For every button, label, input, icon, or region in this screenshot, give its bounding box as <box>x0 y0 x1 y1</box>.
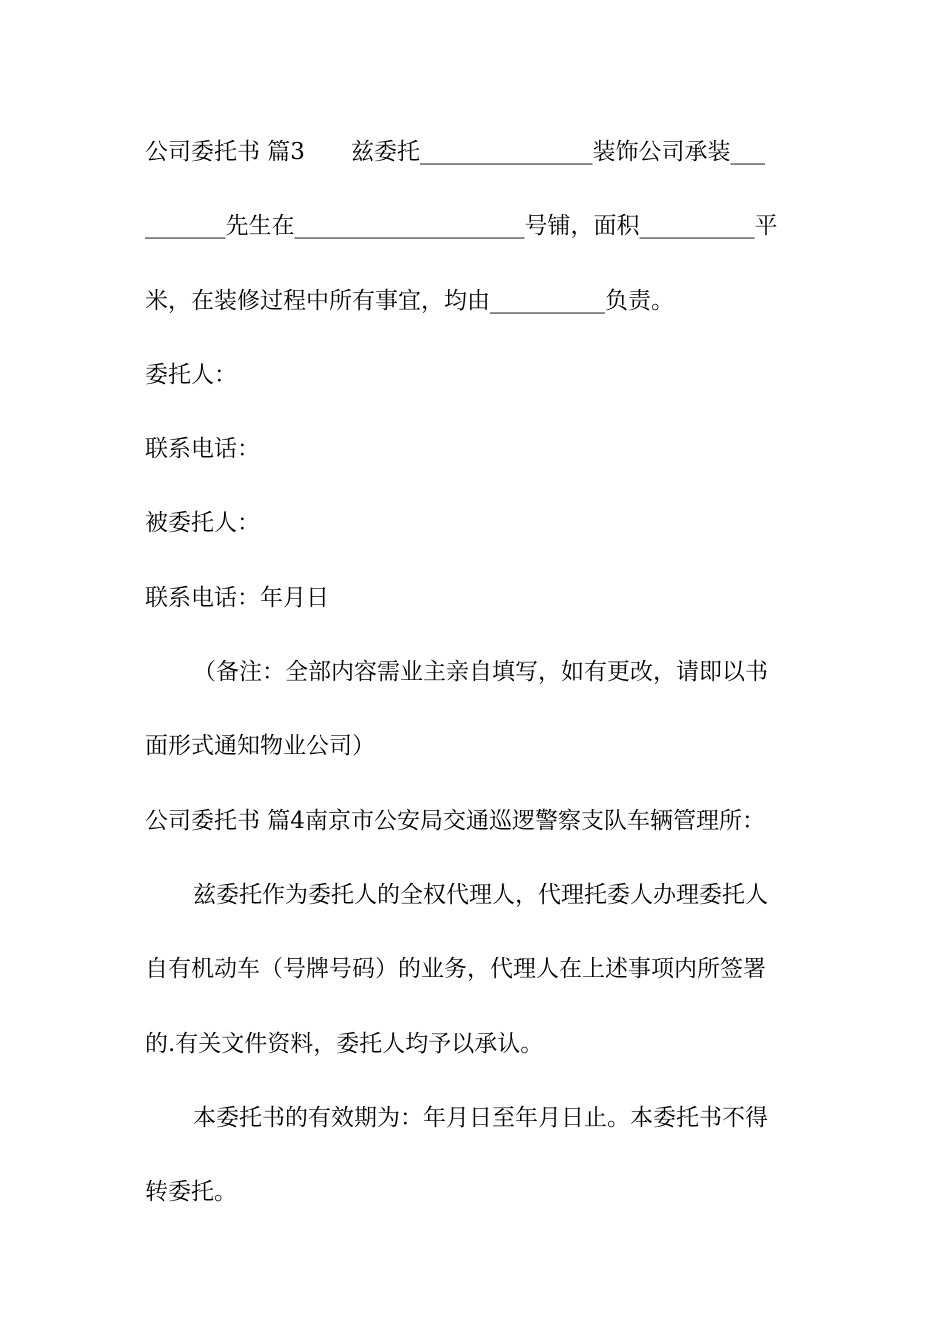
document-body <box>145 132 810 1246</box>
text-line: 公司委托书 篇4南京市公安局交通巡逻警察支队车辆管理所： <box>145 807 765 834</box>
text-line: 的.有关文件资料，委托人均予以承认。 <box>145 1030 544 1057</box>
text-line: 委托人： <box>145 361 237 388</box>
text-line: 米，在装修过程中所有事宜，均由__________负责。 <box>145 287 674 314</box>
text-line: 面形式通知物业公司） <box>145 733 375 760</box>
text-line: 本委托书的有效期为：年月日至年月日止。本委托书不得 <box>193 1104 768 1131</box>
text-line: 被委托人： <box>145 510 260 537</box>
text-line: 兹委托作为委托人的全权代理人，代理托委人办理委托人 <box>193 881 768 908</box>
text-line: 公司委托书 篇3 兹委托_______________装饰公司承装___ <box>145 139 765 165</box>
text-line: 自有机动车（号牌号码）的业务，代理人在上述事项内所签署 <box>145 956 766 983</box>
text-line: 联系电话： <box>145 436 260 463</box>
text-line: （备注：全部内容需业主亲自填写，如有更改，请即以书 <box>193 659 768 686</box>
text-line: 转委托。 <box>145 1179 237 1206</box>
text-line: _______先生在____________________号铺，面积__________平 <box>145 213 778 240</box>
text-line: 联系电话：年月日 <box>145 584 329 611</box>
